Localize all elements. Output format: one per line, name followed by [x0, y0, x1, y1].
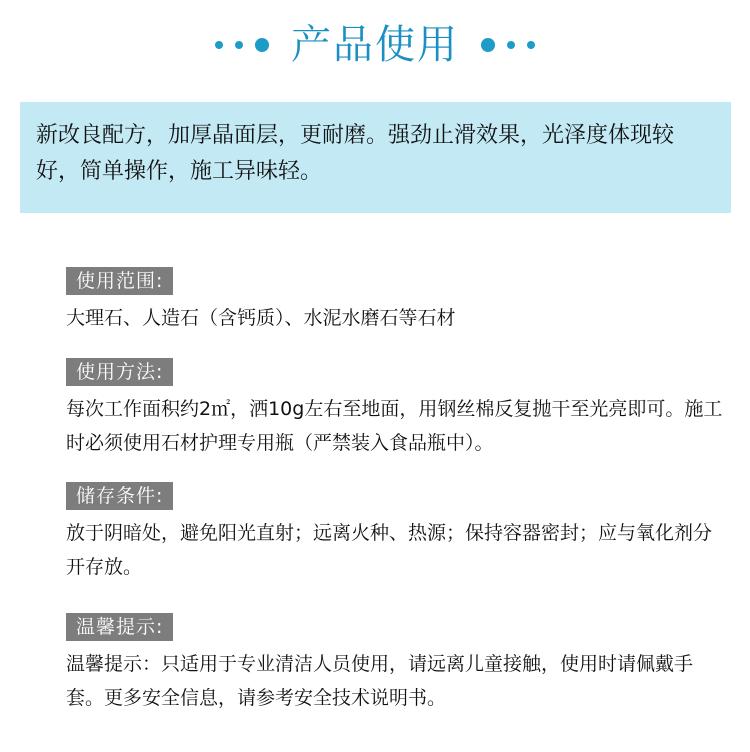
intro-text: 新改良配方，加厚晶面层，更耐磨。强劲止滑效果，光泽度体现较好，简单操作，施工异味轻。: [36, 123, 675, 184]
intro-panel: [20, 102, 731, 213]
dot-icon: [481, 38, 495, 52]
section-text: 温馨提示：只适用于专业清洁人员使用，请远离儿童接触，使用时请佩戴手套。更多安全信息，请参考安全技术说明书。: [66, 653, 694, 709]
dot-icon: [255, 38, 269, 52]
page-title: 产品使用: [291, 22, 459, 68]
section-label: 储存条件:: [66, 482, 173, 510]
section-label: 使用方法:: [66, 358, 173, 386]
section-label: 使用范围:: [66, 267, 173, 295]
dot-icon: [235, 41, 243, 49]
section-text: 大理石、人造石（含钙质）、水泥水磨石等石材: [66, 307, 456, 329]
section-warning: [66, 613, 726, 715]
section-text: 放于阴暗处，避免阳光直射；远离火种、热源；保持容器密封；应与氧化剂分开存放。: [66, 522, 713, 578]
section-text: 每次工作面积约2㎡，洒10g左右至地面，用钢丝棉反复抛干至光亮即可。施工时必须使用石材护理专用瓶（严禁装入食品瓶中）。: [66, 398, 723, 454]
dot-icon: [507, 41, 515, 49]
title-row: [0, 14, 750, 76]
right-dots-decoration: [481, 38, 535, 52]
section-label: 温馨提示:: [66, 613, 173, 641]
section-usage-method: [66, 358, 726, 460]
dot-icon: [215, 41, 223, 49]
section-storage: [66, 482, 726, 584]
left-dots-decoration: [215, 38, 269, 52]
dot-icon: [527, 41, 535, 49]
section-usage-scope: [66, 267, 726, 335]
